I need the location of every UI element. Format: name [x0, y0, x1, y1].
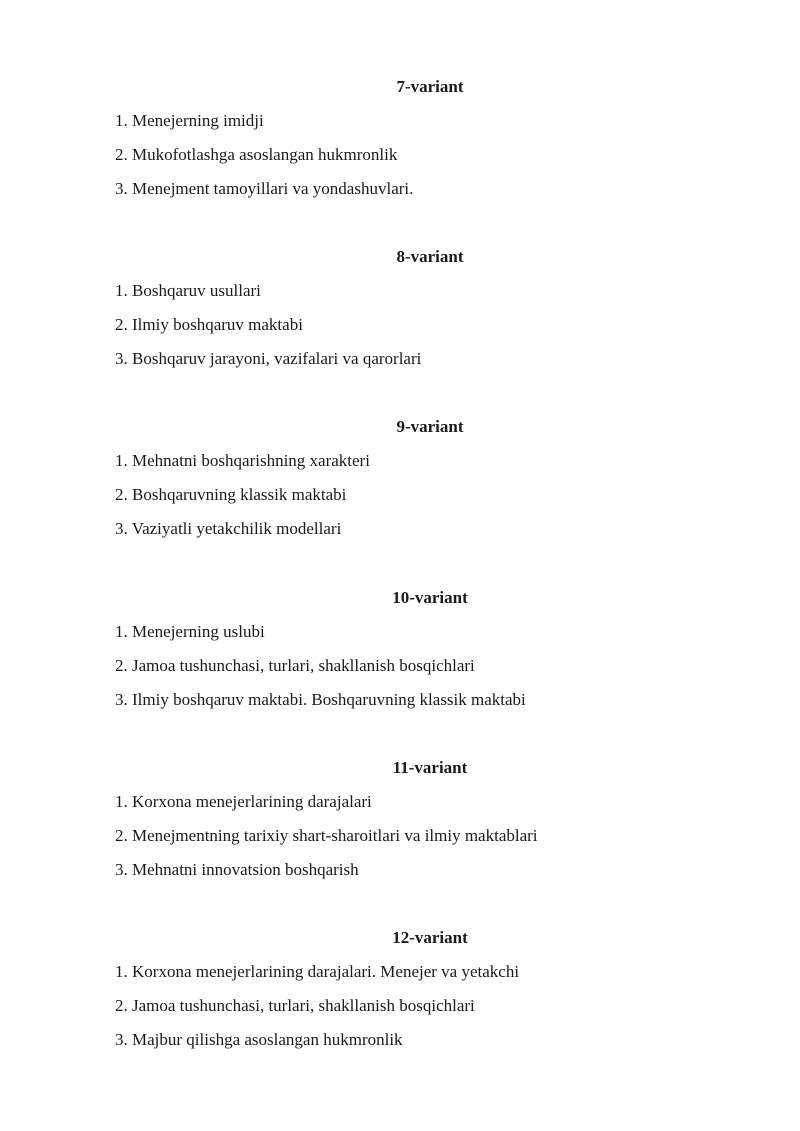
variant-heading: 7-variant: [396, 77, 464, 96]
question-item: 1. Mehnatni boshqarishning xarakteri: [115, 451, 370, 470]
question-item: 3. Majbur qilishga asoslangan hukmronlik: [115, 1030, 403, 1049]
question-item: 1. Korxona menejerlarining darajalari. Menejer va yetakchi: [115, 962, 520, 981]
variant-section: [115, 77, 745, 199]
question-item: 1. Boshqaruv usullari: [115, 281, 261, 300]
variant-heading: 12-variant: [392, 928, 468, 947]
question-item: 3. Boshqaruv jarayoni, vazifalari va qarorlari: [115, 349, 422, 368]
question-item: 1. Menejerning uslubi: [115, 622, 265, 641]
question-item: 3. Mehnatni innovatsion boshqarish: [115, 860, 359, 879]
question-item: 1. Korxona menejerlarining darajalari: [115, 792, 372, 811]
variant-section: [115, 758, 745, 880]
question-item: 2. Menejmentning tarixiy shart-sharoitlari va ilmiy maktablari: [115, 826, 538, 845]
question-item: 3. Vaziyatli yetakchilik modellari: [115, 519, 342, 538]
question-item: 2. Jamoa tushunchasi, turlari, shakllanish bosqichlari: [115, 656, 475, 675]
variant-heading: 10-variant: [392, 588, 468, 607]
question-item: 1. Menejerning imidji: [115, 111, 264, 130]
variant-section: [115, 588, 745, 710]
variant-section: [115, 928, 745, 1050]
question-item: 3. Ilmiy boshqaruv maktabi. Boshqaruvning klassik maktabi: [115, 690, 526, 709]
variant-heading: 11-variant: [392, 758, 468, 777]
question-item: 2. Ilmiy boshqaruv maktabi: [115, 315, 303, 334]
variant-section: [115, 417, 745, 539]
variant-heading: 9-variant: [396, 417, 464, 436]
variant-heading: 8-variant: [396, 247, 464, 266]
question-item: 3. Menejment tamoyillari va yondashuvlari.: [115, 179, 414, 198]
question-item: 2. Mukofotlashga asoslangan hukmronlik: [115, 145, 398, 164]
question-item: 2. Jamoa tushunchasi, turlari, shakllanish bosqichlari: [115, 996, 475, 1015]
variant-section: [115, 247, 745, 369]
question-item: 2. Boshqaruvning klassik maktabi: [115, 485, 347, 504]
